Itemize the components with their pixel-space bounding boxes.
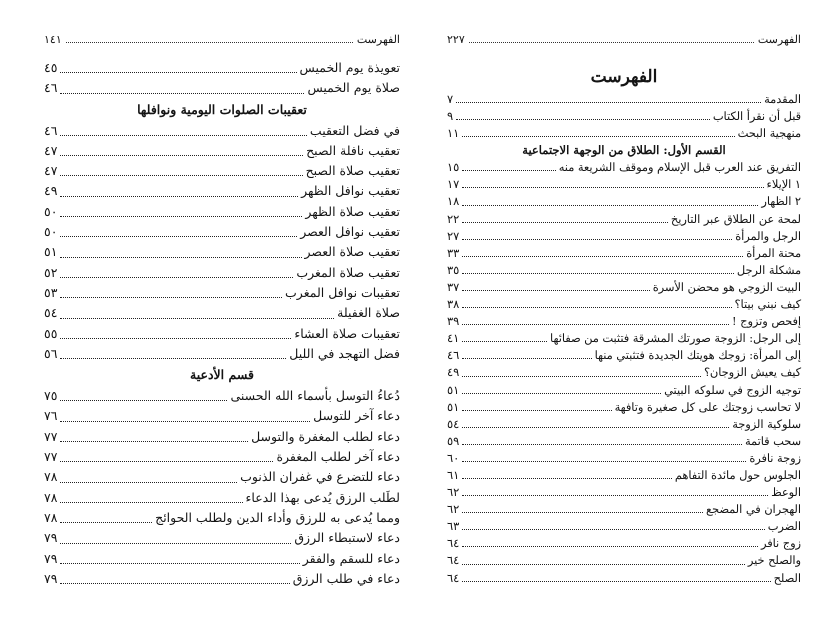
entry-title: زوجة نافرة bbox=[749, 451, 801, 465]
entry-page-number: ٤٩ bbox=[447, 366, 460, 380]
entry-page-number: ٤٥ bbox=[44, 60, 58, 75]
toc-entry bbox=[44, 303, 400, 323]
entry-page-number: ٥٤ bbox=[44, 305, 58, 321]
entry-page-number: ٧٨ bbox=[44, 489, 58, 505]
entry-title: صلاة الغفيلة bbox=[337, 305, 400, 321]
dot-leader bbox=[60, 338, 291, 339]
entry-title: دعاء للتضرع في غفران الذنوب bbox=[240, 469, 400, 485]
entry-page-number: ٧ bbox=[447, 93, 454, 106]
toc-entry bbox=[44, 202, 400, 222]
toc-entry bbox=[447, 108, 801, 125]
dot-leader bbox=[60, 72, 296, 73]
dot-leader bbox=[60, 543, 291, 544]
entry-title: المقدمة bbox=[764, 93, 801, 106]
entry-page-number: ٦١ bbox=[447, 468, 460, 482]
dot-leader bbox=[462, 205, 758, 206]
dot-leader bbox=[60, 196, 298, 197]
dot-leader bbox=[456, 119, 710, 120]
toc-entry bbox=[44, 549, 400, 569]
page-title: الفهرست bbox=[590, 67, 658, 87]
dot-leader bbox=[462, 222, 668, 223]
entry-title: البيت الزوجي هو محضن الأسرة bbox=[652, 280, 801, 294]
entry-title: دعاء لطلب المغفرة والتوسل bbox=[251, 428, 400, 444]
header-page-number: ٢٢٧ bbox=[447, 32, 465, 46]
entry-title: تعقيبات صلاة العشاء bbox=[294, 325, 400, 341]
toc-entry bbox=[447, 467, 801, 484]
entry-page-number: ٥٣ bbox=[44, 284, 58, 300]
toc-entry bbox=[44, 78, 400, 98]
entry-page-number: ٤٩ bbox=[44, 183, 58, 199]
entry-page-number: ٦٢ bbox=[447, 486, 460, 500]
entry-page-number: ٣٣ bbox=[447, 246, 460, 260]
dot-leader bbox=[60, 297, 282, 298]
dot-leader bbox=[60, 257, 301, 258]
entry-page-number: ٤٦ bbox=[447, 349, 460, 363]
toc-entry bbox=[447, 382, 801, 399]
toc-entry bbox=[447, 159, 801, 176]
section-heading: تعقيبات الصلوات اليومية ونوافلها bbox=[137, 101, 307, 117]
dot-leader bbox=[462, 256, 743, 257]
dot-leader bbox=[60, 135, 306, 136]
entry-page-number: ٢٢ bbox=[447, 212, 460, 226]
toc-entry bbox=[447, 399, 801, 416]
entry-title: دُعاءُ التوسل بأسماء الله الحسنى bbox=[230, 388, 400, 404]
entry-page-number: ٤٧ bbox=[44, 142, 58, 158]
entry-title: ١ الإيلاء bbox=[766, 178, 801, 192]
dot-leader bbox=[462, 170, 556, 171]
toc-entry bbox=[44, 508, 400, 528]
dot-leader bbox=[462, 187, 763, 188]
dot-leader bbox=[462, 324, 729, 325]
toc-entry bbox=[447, 262, 801, 279]
entry-title: الضرب bbox=[767, 520, 801, 534]
toc-entry bbox=[44, 447, 400, 467]
running-header bbox=[447, 32, 801, 46]
entry-page-number: ٧٦ bbox=[44, 408, 58, 424]
toc-entry bbox=[44, 528, 400, 548]
entry-page-number: ٥١ bbox=[44, 244, 58, 260]
entry-title: إفحص وتزوج ! bbox=[732, 315, 801, 329]
entry-title: تعقيبات نوافل المغرب bbox=[285, 284, 400, 300]
dot-leader bbox=[60, 421, 310, 422]
toc-entry bbox=[447, 193, 801, 210]
dot-leader bbox=[462, 358, 591, 359]
entry-page-number: ٣٨ bbox=[447, 298, 460, 312]
toc-entry bbox=[447, 245, 801, 262]
toc-entry bbox=[44, 222, 400, 242]
entry-page-number: ٧٩ bbox=[44, 570, 58, 586]
entry-title: سلوكية الزوجة bbox=[732, 417, 801, 431]
entry-title: دعاء للسقم والفقر bbox=[302, 550, 400, 566]
entry-title: دعاء لاستبطاء الرزق bbox=[294, 530, 400, 546]
entry-title: التفريق عند العرب قبل الإسلام وموقف الشريعة منه bbox=[558, 161, 801, 175]
toc-entry bbox=[447, 535, 801, 552]
dot-leader bbox=[462, 290, 650, 291]
entry-title: إلى المرأة: زوجك هويتك الجديدة فتثبتي منها bbox=[594, 349, 801, 363]
entry-title: كيف نبني بيتا؟ bbox=[734, 298, 801, 312]
toc-entry bbox=[44, 569, 400, 589]
toc-entry bbox=[44, 386, 400, 406]
entry-page-number: ٥١ bbox=[447, 383, 460, 397]
toc-entry bbox=[447, 347, 801, 364]
entry-page-number: ٥٩ bbox=[447, 434, 460, 448]
entry-page-number: ٤١ bbox=[447, 332, 460, 346]
toc-entry bbox=[44, 141, 400, 161]
dot-leader bbox=[462, 341, 547, 342]
dot-leader bbox=[462, 529, 765, 530]
entry-page-number: ٦٤ bbox=[447, 571, 460, 585]
entry-page-number: ٥٢ bbox=[44, 264, 58, 280]
entry-page-number: ٦٣ bbox=[447, 520, 460, 534]
dot-leader bbox=[462, 512, 703, 513]
entry-page-number: ٧٧ bbox=[44, 449, 58, 465]
dot-leader bbox=[462, 427, 729, 428]
entry-page-number: ٧٩ bbox=[44, 530, 58, 546]
entry-page-number: ٤٦ bbox=[44, 80, 58, 96]
entry-page-number: ٦٤ bbox=[447, 554, 460, 568]
dot-leader bbox=[60, 277, 293, 278]
header-title: الفهرست bbox=[356, 32, 400, 46]
entry-title: لا تحاسب زوجتك على كل صغيرة وتافهة bbox=[614, 400, 801, 414]
entry-title: منهجية البحث bbox=[737, 127, 801, 141]
entry-page-number: ٥٠ bbox=[44, 224, 58, 240]
toc-entry bbox=[44, 344, 400, 364]
entry-page-number: ٣٩ bbox=[447, 315, 460, 329]
entry-title: الصلح bbox=[773, 571, 801, 585]
dot-leader bbox=[462, 564, 745, 565]
entry-page-number: ٤٧ bbox=[44, 163, 58, 179]
entry-page-number: ٩ bbox=[447, 110, 454, 124]
header-page-number: ١٤١ bbox=[44, 32, 62, 46]
entry-title: دعاء في طلب الرزق bbox=[292, 570, 400, 586]
header-leader bbox=[66, 36, 353, 43]
entry-page-number: ٧٧ bbox=[44, 428, 58, 444]
header-title: الفهرست bbox=[757, 32, 801, 46]
toc-entry bbox=[44, 283, 400, 303]
entry-title: تعقيب صلاة المغرب bbox=[296, 264, 400, 280]
dot-leader bbox=[462, 495, 768, 496]
dot-leader bbox=[60, 216, 302, 217]
dot-leader bbox=[60, 175, 302, 176]
entry-title: قبل أن نقرأ الكتاب bbox=[712, 110, 801, 124]
entry-title: صلاة يوم الخميس bbox=[307, 80, 400, 96]
dot-leader bbox=[462, 273, 734, 274]
entry-title: تعقيب نوافل العصر bbox=[300, 224, 400, 240]
entry-title: الوعظ bbox=[771, 486, 801, 500]
entry-title: ٢ الظهار bbox=[761, 195, 801, 209]
entry-page-number: ٥٦ bbox=[44, 345, 58, 361]
entry-page-number: ٦٤ bbox=[447, 537, 460, 551]
toc-entry bbox=[44, 181, 400, 201]
toc-list bbox=[44, 58, 400, 589]
dot-leader bbox=[456, 102, 761, 103]
toc-entry bbox=[447, 313, 801, 330]
entry-title: دعاء آخر لطلب المغفرة bbox=[276, 449, 400, 465]
running-header bbox=[44, 32, 400, 46]
entry-title: مشكلة الرجل bbox=[736, 263, 801, 277]
toc-entry bbox=[447, 176, 801, 193]
toc-entry bbox=[447, 450, 801, 467]
toc-entry bbox=[44, 58, 400, 78]
dot-leader bbox=[60, 502, 242, 503]
section-heading: قسم الأدعية bbox=[190, 367, 254, 383]
dot-leader bbox=[462, 410, 611, 411]
dot-leader bbox=[60, 93, 304, 94]
entry-page-number: ٧٥ bbox=[44, 388, 58, 404]
toc-entry bbox=[447, 296, 801, 313]
entry-page-number: ٥٠ bbox=[44, 203, 58, 219]
entry-page-number: ٦٢ bbox=[447, 503, 460, 517]
toc-entry bbox=[447, 279, 801, 296]
entry-page-number: ١٨ bbox=[447, 195, 460, 209]
entry-title: محنة المرأة bbox=[746, 246, 801, 260]
entry-title: تعويذة يوم الخميس bbox=[299, 60, 400, 75]
entry-title: فضل التهجد في الليل bbox=[289, 345, 400, 361]
toc-entry bbox=[447, 211, 801, 228]
entry-page-number: ٤٦ bbox=[44, 122, 58, 138]
dot-leader bbox=[462, 136, 734, 137]
header-leader bbox=[469, 36, 754, 43]
entry-title: الجلوس حول مائدة التفاهم bbox=[674, 468, 801, 482]
dot-leader bbox=[60, 461, 273, 462]
entry-title: لطَلب الرزق يُدعى بهذا الدعاء bbox=[245, 489, 400, 505]
toc-entry bbox=[447, 484, 801, 501]
toc-entry bbox=[44, 488, 400, 508]
toc-entry bbox=[44, 161, 400, 181]
entry-title: سحب قاتمة bbox=[744, 434, 801, 448]
toc-entry bbox=[447, 125, 801, 142]
toc-entry bbox=[44, 263, 400, 283]
toc-entry bbox=[447, 330, 801, 347]
dot-leader bbox=[462, 393, 661, 394]
dot-leader bbox=[60, 155, 303, 156]
toc-entry bbox=[44, 121, 400, 141]
dot-leader bbox=[60, 563, 299, 564]
dot-leader bbox=[462, 546, 758, 547]
dot-leader bbox=[60, 441, 248, 442]
toc-entry bbox=[447, 552, 801, 569]
entry-page-number: ٥٤ bbox=[447, 417, 460, 431]
entry-title: ومما يُدعى به للرزق وأداء الدين ولطلب الحوائج bbox=[155, 509, 400, 525]
dot-leader bbox=[462, 581, 770, 582]
dot-leader bbox=[462, 239, 732, 240]
entry-page-number: ٧٩ bbox=[44, 550, 58, 566]
entry-page-number: ١٧ bbox=[447, 178, 460, 192]
toc-entry bbox=[44, 406, 400, 426]
entry-title: كيف يعيش الزوجان؟ bbox=[703, 366, 801, 380]
dot-leader bbox=[462, 478, 672, 479]
toc-entry bbox=[44, 427, 400, 447]
dot-leader bbox=[60, 583, 289, 584]
entry-page-number: ٥١ bbox=[447, 400, 460, 414]
dot-leader bbox=[60, 358, 286, 359]
entry-title: تعقيب نافلة الصبح bbox=[306, 142, 400, 158]
toc-entry bbox=[447, 416, 801, 433]
dot-leader bbox=[462, 307, 731, 308]
toc-entry bbox=[44, 324, 400, 344]
dot-leader bbox=[462, 444, 742, 445]
dot-leader bbox=[462, 461, 746, 462]
entry-title: لمحة عن الطلاق عبر التاريخ bbox=[670, 212, 801, 226]
entry-page-number: ٦٠ bbox=[447, 451, 460, 465]
dot-leader bbox=[60, 400, 227, 401]
entry-title: والصلح خير bbox=[747, 554, 801, 568]
dot-leader bbox=[60, 318, 334, 319]
entry-page-number: ٢٧ bbox=[447, 229, 460, 243]
entry-page-number: ٧٨ bbox=[44, 509, 58, 525]
entry-title: دعاء آخر للتوسل bbox=[313, 408, 400, 424]
entry-page-number: ٣٥ bbox=[447, 263, 460, 277]
dot-leader bbox=[60, 482, 237, 483]
entry-title: إلى الرجل: الزوجة صورتك المشرقة فتثبت من صفائها bbox=[550, 332, 801, 346]
entry-page-number: ٥٥ bbox=[44, 325, 58, 341]
entry-page-number: ٧٨ bbox=[44, 469, 58, 485]
entry-title: الرجل والمرأة bbox=[735, 229, 801, 243]
right-page bbox=[417, 0, 834, 620]
dot-leader bbox=[462, 376, 701, 377]
toc-entry bbox=[447, 570, 801, 587]
toc-entry bbox=[447, 91, 801, 108]
toc-list bbox=[447, 91, 801, 587]
entry-title: توجيه الزوج في سلوكه البيتي bbox=[664, 383, 801, 397]
entry-title: الهجران في المضجع bbox=[706, 503, 801, 517]
entry-page-number: ٣٧ bbox=[447, 280, 460, 294]
toc-entry bbox=[44, 242, 400, 262]
toc-entry bbox=[447, 433, 801, 450]
entry-page-number: ١٥ bbox=[447, 161, 460, 175]
toc-entry bbox=[447, 501, 801, 518]
entry-page-number: ١١ bbox=[447, 127, 460, 141]
toc-entry bbox=[44, 467, 400, 487]
toc-entry bbox=[447, 364, 801, 381]
toc-entry bbox=[447, 228, 801, 245]
dot-leader bbox=[60, 522, 152, 523]
entry-title: زوج نافر bbox=[760, 537, 801, 551]
toc-entry bbox=[447, 518, 801, 535]
entry-title: تعقيب صلاة الظهر bbox=[305, 203, 400, 219]
entry-title: تعقيب نوافل الظهر bbox=[301, 183, 400, 199]
dot-leader bbox=[60, 236, 297, 237]
entry-title: في فضل التعقيب bbox=[309, 122, 400, 138]
entry-title: تعقيب صلاة الصبح bbox=[305, 163, 400, 179]
section-heading: القسم الأول: الطلاق من الوجهة الاجتماعية bbox=[522, 143, 726, 158]
entry-title: تعقيب صلاة العصر bbox=[304, 244, 400, 260]
